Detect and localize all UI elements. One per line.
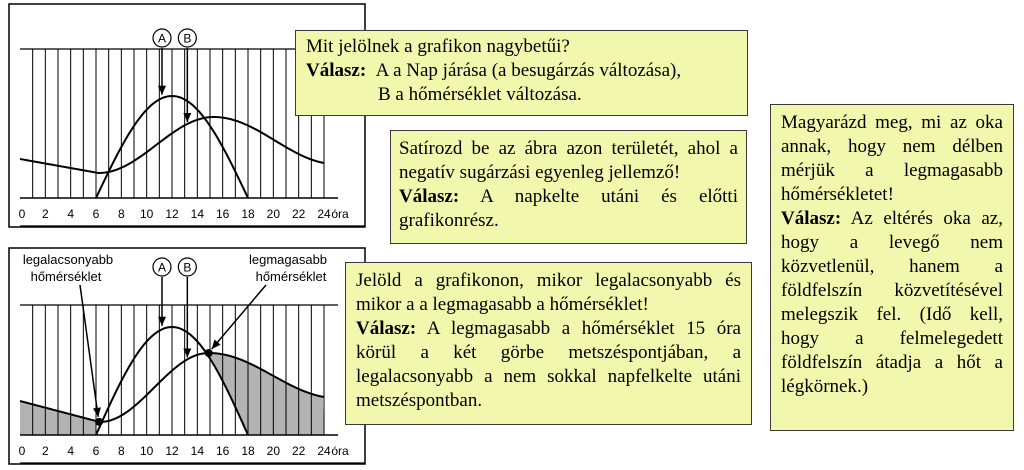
graph-bottom xyxy=(8,247,366,465)
tick-label: 22 xyxy=(291,207,306,221)
tick-label: 10 xyxy=(139,444,154,458)
tick-label: 4 xyxy=(67,207,75,221)
lowest-temperature-point xyxy=(95,418,103,426)
answer-label: Válasz: xyxy=(356,318,417,339)
marker-b-label: B xyxy=(183,260,192,275)
question-text: Mit jelölnek a grafikon nagybetűi? xyxy=(306,36,570,57)
tick-label: 12 xyxy=(165,444,179,458)
tick-label: 4 xyxy=(67,444,75,458)
tick-label: 16 xyxy=(215,207,230,221)
answer-label: Válasz: xyxy=(781,208,842,229)
tick-label: 6 xyxy=(92,444,100,458)
question-box-explain xyxy=(770,104,1014,431)
tick-label: 2 xyxy=(41,444,49,458)
tick-label: 8 xyxy=(117,444,125,458)
tick-label: 22 xyxy=(291,444,306,458)
tick-label: 14 xyxy=(190,444,205,458)
tick-label: 20 xyxy=(266,207,281,221)
tick-label: 24 xyxy=(317,444,331,458)
answer-text: A napkelte utáni és előtti grafikonrész. xyxy=(399,186,738,231)
tick-label: 20 xyxy=(266,444,281,458)
label-highest-temperature-line2: hőmérséklet xyxy=(255,269,327,284)
marker-b-label: B xyxy=(183,31,192,46)
answer-text-line2: B a hőmérséklet változása. xyxy=(378,84,582,105)
highest-temperature-point xyxy=(205,349,213,357)
tick-label: 16 xyxy=(215,444,230,458)
tick-label: 12 xyxy=(165,207,179,221)
question-box-shading xyxy=(390,130,747,244)
tick-label: 0 xyxy=(18,444,26,458)
question-text: Magyarázd meg, mi az oka annak, hogy nem délben mérjük a legmagasabb hőmérsékletet! xyxy=(781,112,1003,205)
question-box-extremes xyxy=(345,262,752,425)
marker-a-label: A xyxy=(157,31,167,46)
tick-label: 0 xyxy=(18,207,26,221)
tick-label: 6 xyxy=(92,207,100,221)
marker-a-label: A xyxy=(157,260,167,275)
label-highest-temperature-line1: legmagasabb xyxy=(248,252,328,267)
question-text: Satírozd be az ábra azon területét, ahol a negatív sugárzási egyenleg jellemző! xyxy=(399,138,738,183)
question-box-letters xyxy=(295,30,748,116)
answer-label: Válasz: xyxy=(399,186,460,207)
question-text: Jelöld a grafikonon, mikor legalacsonyabb és mikor a a legmagasabb a hőmérséklet! xyxy=(356,270,741,315)
answer-text: A a Nap járása (a besugárzás változása), xyxy=(375,60,682,81)
answer-text: Az eltérés oka az, hogy a levegő nem közvetlenül, hanem a földfelszín közvetítésével melegszik fel. (Idő kell, hogy a felmelegedett földfelszín átadja a hőt a légkörnek.) xyxy=(781,208,1003,397)
answer-label: Válasz: xyxy=(306,60,367,81)
tick-label: 24 xyxy=(317,207,331,221)
tick-label: 10 xyxy=(139,207,154,221)
tick-label: 8 xyxy=(117,207,125,221)
label-lowest-temperature-line2: hőmérséklet xyxy=(30,269,102,284)
tick-label: 2 xyxy=(41,207,49,221)
tick-label: 18 xyxy=(241,207,255,221)
tick-label: 14 xyxy=(190,207,205,221)
tick-label: óra xyxy=(331,444,349,458)
tick-label: 18 xyxy=(241,444,255,458)
label-lowest-temperature-line1: legalacsonyabb xyxy=(22,252,114,267)
graph-bottom-panel xyxy=(8,247,366,465)
answer-text: A legmagasabb a hőmérséklet 15 óra körül a két görbe metszéspontjában, a legalacsonyabb a nem sokkal napfelkelte utáni metszéspontban. xyxy=(356,318,741,411)
tick-label: óra xyxy=(331,207,349,221)
